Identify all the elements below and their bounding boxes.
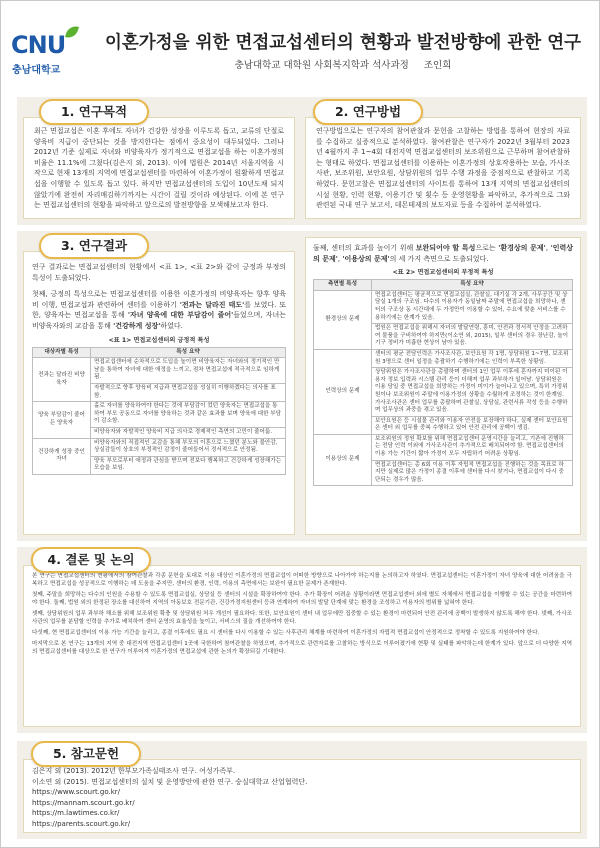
conclusion-para: 셋째, 상담위원의 업무 과부하 해소를 위해 보조위원 확충 및 상담위원 처우 개선이 필요하다. 또한, 보안요원이 센터 내 업무에만 집중할 수 있는 환경이 마련되어 안전 관리에 공백이 발생하지 않도록 해야 한다. 넷째, 가사조사관의 업무를 분담할 인력을 추가로 배치하여 센터 운영의 효율성을 높이고, 서비스의 질을 개선하여야 한다.: [32, 611, 572, 625]
logo-university: 충남대학교: [12, 65, 61, 76]
table-2-header: 특성 요약: [372, 280, 573, 291]
section-4-heading: 4. 결론 및 논의: [31, 547, 151, 573]
table-1-header: 대상자별 특성: [33, 347, 91, 358]
table-1-cell: 비양육자와 자발적인 양육비 지급 의사로 경제적인 측면의 고민이 줄어듦.: [91, 427, 286, 438]
table-1-header: 특성 요약: [91, 347, 286, 358]
reference-item: 이소연 외 (2015). 면접교섭센터의 설치 및 운영방안에 관한 연구. 숭실대학교 산업협력단.: [32, 777, 308, 786]
para-quote: '건강하게 성장': [113, 321, 161, 330]
para-text: 첫째, 긍정의 특성으로는 면접교섭센터를 이용한 이혼가정의 비양육자는 향후 양육비 이행, 면접교섭과 관련하여 센터를 이용하기: [32, 290, 286, 309]
table-2: [313, 279, 573, 486]
poster-byline: [93, 57, 593, 71]
table-2-category: 이용상의 문제: [314, 434, 372, 486]
table-row: [314, 290, 573, 323]
cnu-logo: [11, 31, 81, 75]
results-positive-para: [32, 289, 286, 331]
table-1-caption: <표 1> 면접교섭센터의 긍정적 특성: [108, 336, 210, 344]
table-1: [32, 347, 286, 475]
table-2-cell: 면접교섭센터는 총 6회 이용 이후 자립적 면접교섭을 진행하는 것을 목표로 하지만 실제로 많은 가정이 종결 이후에 센터를 다시 찾거나, 면접교섭이 다시 중단되는 경우가 많음.: [372, 460, 573, 486]
reference-item: 김은지 외 (2013). 2012년 한부모가족실태조사 연구. 여성가족부.: [32, 767, 236, 775]
table-1-cell: 홀로 자녀를 양육하여야 한다는 것에 부담감이 컸던 양육자는 면접교섭을 통하여 부모 공동으로 자녀를 양육하는 것과 같은 효과를 보며 양육에 대한 부담이 감소함.: [91, 402, 286, 428]
para-quote: '이용상의 문제': [342, 254, 390, 263]
para-quote: '환경상의 문제': [498, 244, 546, 252]
para-text: 를 보였다. 또한, 양육자는 면접교섭을 통해: [32, 300, 286, 320]
table-2-header: 측면별 특성: [314, 280, 372, 291]
author: 조인희: [423, 60, 452, 71]
table-2-category: 환경상의 문제: [314, 290, 372, 349]
para-quote: '전과는 달라진 태도': [179, 300, 245, 309]
section-5-heading: 5. 참고문헌: [31, 741, 141, 767]
para-text: 들었으며, 자녀는 비양육자와의 교감을 통해: [32, 311, 286, 330]
para-text: 둘째, 센터의 효과를 높이기 위해: [313, 244, 416, 252]
reference-link[interactable]: https://www.scourt.go.kr/: [32, 788, 121, 796]
conclusion-para: 다섯째, 현 면접교섭센터의 이용 가능 기간을 늘리고, 종결 이후에도 필요 시 센터를 다시 이용할 수 있는 사후관리 체계를 마련하여 이혼가정의 자립적 면접교섭이 안정적으로 정착할 수 있도록 지원하여야 한다.: [32, 630, 540, 636]
section-1-body: 최근 면접교섭은 이혼 후에도 자녀가 건강한 성장을 이루도록 돕고, 교류의 단절로 양육비 지급이 중단되는 것을 방지한다는 점에서 중요성이 대두되었다. 그러나 2012년 기준 실제로 자녀와 비양육자가 정기적으로 면접교섭을 하는 이혼가정의 비율은 11.1%에 그쳤다(김은지 외, 2013). 이에 법원은 2014년 서울지역을 시작으로 현재 13개의 지역에 면접교섭센터를 마련하여 이혼가정이 원활하게 면접교섭을 이행할 수 있도록 돕고 있다. 하지만 면접교섭센터의 도입이 10년도채 되지 않았기에 완전히 자리매김하기까지는 시간이 걸릴 것이라 예상된다. 이에 본 연구는 면접교섭센터의 현황을 파악하고 앞으로의 발전방향을 모색해보고자 한다.: [34, 127, 284, 210]
table-row: [314, 434, 573, 460]
table-1-cell: 자발적으로 향후 양육비 지급과 면접교섭을 성실히 이행하겠다는 의사를 표함.: [91, 383, 286, 401]
conclusion-para: 첫째, 주말을 희망하는 다수의 인원을 수용할 수 있도록 면접교섭실, 상담실 등 센터의 시설을 확장하여야 한다. 추가 확장이 어려운 상황이라면 면접교섭센터 외에 별도 자체에서 면접교섭을 이행할 수 있는 공간을 마련하여야 한다. 둘째, 법원 외의 한정된 장소를 대신하여 지역의 아동보호 전문기관, 건강가정지원센터 등과 연계하여 자녀의 발달 단계에 맞는 환경을 조성하고 이용자의 범위를 넓혀야 한다.: [32, 592, 572, 606]
table-1-category: 양육 부담감이 줄어든 양육자: [33, 402, 91, 438]
poster-title: 이혼가정을 위한 면접교섭센터의 현황과 발전방향에 관한 연구: [104, 33, 582, 53]
table-2-cell: 보조위원의 정원 확보를 위해 면접교섭센터 운영시간을 늘리고, 기존에 진행하는 전담 인력 이외에 가사조사관이 추가적으로 배치되어야 함. 면접교섭센터의 이용 가능 기간이 짧아 가정이 모두 자립하기 어려운 상황임.: [372, 434, 573, 460]
section-3-left-box: [23, 251, 295, 535]
para-quote: 보완되어야 할 특성: [415, 244, 476, 252]
para-quote: '인력상의 문제': [313, 244, 574, 263]
table-2-cell: 상담위원은 가사조사관을 총괄하며 센터의 1인 업무 이후에 혼자까지 미이된 이용자 정보 입력과 시스템 관리 등이 더해져 업무 과부하가 일어남. 상담위원은 이용 당일 중 면접교섭을 희망하는 가정이 미이가 늘어나고 있으며, 특히 가정위원이나 보조위원이 주말에 이용가정의 상황을 수월하게 조정하는 것이 한계임. 가사조사관은 센터 업무를 총괄하며 관찰실, 상담실, 관련서류 작성 등을 수행하며 업무상의 과중을 겪고 있음.: [372, 368, 573, 417]
section-3-heading: 3. 연구결과: [39, 233, 149, 259]
para-text: 의 세 가지 측면으로 도출되었다.: [389, 254, 489, 263]
table-1-cell: 면접교섭센터에 순차적으로 도입을 높이면 비양육자는 자녀와의 정기적인 만남을 통하여 자녀에 대한 애정을 느끼고, 점차 면접교섭에 적극적으로 임하게 됨.: [91, 358, 286, 384]
reference-link[interactable]: https://m.lawtimes.co.kr/: [32, 809, 120, 817]
reference-link[interactable]: https://mannam.scourt.go.kr/: [32, 798, 135, 807]
para-text: 하였다.: [160, 321, 183, 330]
conclusion-para: 마지막으로 본 연구는 13개의 지역 중 대전지역 면접교섭센터 1곳에 국한하여 참여관찰을 하였으며, 추가적으로 관련자료를 고찰하는 방식으로 이루어졌기에 현황 및 실태를 파악하는데 한계가 있다. 앞으로 더 다양한 지역의 면접교섭센터를 대상으로 한 연구가 이루어져 이혼가정의 면접교섭에 관한 논의가 확장되길 기대한다.: [32, 641, 572, 655]
para-quote: '자녀 양육에 대한 부담감이 줄어': [127, 311, 234, 320]
table-row: [33, 438, 286, 456]
table-2-caption: <표 2> 면접교섭센터의 부정적 특성: [392, 269, 494, 277]
table-row: [33, 358, 286, 384]
para-text: 으로는: [475, 244, 499, 252]
reference-link[interactable]: https://parents.scourt.go.kr/: [32, 819, 131, 828]
table-2-cell: 법원은 면접교섭을 위해서 자녀의 발달연령, 흥미, 안전과 정서적 안정을 고려하여 물품을 구비하여야 하지만(이소연 외, 2015), 일부 센터의 경우 장난감, 놀이기구 정비가 미흡한 현상이 남아 있음.: [372, 324, 573, 350]
results-negative-para: 둘째, 센터의 효과를 높이기 위해 보완되어야 할 특성으로는 '환경상의 문제', '인력상의 문제', '이용상의 문제'의 세 가지 측면으로 도출되었다.: [313, 244, 574, 263]
table-2-cell: 보안요원은 등 시설물 관리와 이용자 안전을 보장해야 하나, 실제 센터 보안요원은 센터 외 업무를 중복 수행하고 있어 안전 관리에 공백이 생김.: [372, 416, 573, 434]
table-1-cell: 양육 부모로부터 애정과 관심을 받으며 전보다 행복하고 건강하게 성장해가는 모습을 보임.: [91, 456, 286, 474]
table-1-cell: 비양육자와의 직접적인 교감을 통해 부모의 이혼으로 느꼈던 분노와 불안감, 상실감들이 상호의 부정적인 감정이 줄어들어서 정서적으로 안정됨.: [91, 438, 286, 456]
table-row: [314, 349, 573, 367]
results-intro: 연구 결과로는 면접교섭센터의 현황에서 <표 1>, <표 2>와 같이 긍정과 부정의 특성이 도출되었다.: [32, 263, 286, 282]
table-2-cell: 센터의 평균 전담인력은 가사조사관, 보안요원 각 1명, 상담위원 1~7명, 보조위원 3명으로 센터 일정을 총괄하기 수행하기에는 인력이 부족한 상황임.: [372, 349, 573, 367]
section-1-heading: 1. 연구목적: [39, 99, 149, 125]
affiliation: 충남대학교 대학원 사회복지학과 석사과정: [234, 60, 409, 71]
section-2-body: 연구방법으로는 연구자의 참여관찰과 문헌을 고찰하는 방법을 통하여 현장의 자료를 수집하고 실증적으로 분석하였다. 참여관찰은 연구자가 2022년 3월부터 2023년 4월까지 주 1~4회 대전지역 면접교섭센터의 보조위원으로 근무하며 참여관찰하는 형태로 하였다. 면접교섭센터를 이용하는 이혼가정의 상호작용하는 모습, 가사조사관, 보조위원, 보안요원, 상담위원의 업무 수행 과정을 중점적으로 관찰하고 기록하였다. 문헌고찰은 면접교섭센터의 사이트를 통하여 13개 지역의 면접교섭센터의 시설 현황, 인력 현황, 이용기간 및 횟수 등 운영현황을 파악하고, 추가적으로 그와 관련된 국내 연구 보고서, 데몬테제의 보도자료 등을 수집하여 분석하였다.: [316, 127, 570, 210]
section-1-box: [23, 117, 295, 219]
table-2-category: 인력상의 문제: [314, 349, 372, 434]
table-1-category: 건강하게 성장 중인 자녀: [33, 438, 91, 474]
table-2-cell: 면접교섭센터는 평균적으로 면접교섭실, 관찰실, 대기실 각 2개, 사무공간 및 상담실 1개의 구조임. 다수의 이용자가 동일날짜 주말에 면접교섭을 희망하나, 센터의 구조상 동 시간대에 두 가정만이 이용할 수 있어, 수요에 맞춘 서비스를 수용하기에는 한계가 있음.: [372, 290, 573, 323]
table-row: [33, 402, 286, 428]
section-3-right-box: [305, 237, 581, 535]
section-2-heading: 2. 연구방법: [313, 99, 423, 125]
section-5-box: [23, 759, 581, 833]
section-2-box: [305, 117, 581, 219]
section-4-box: [23, 565, 581, 727]
logo-text: CNU: [11, 31, 66, 59]
poster-header: [1, 1, 600, 79]
conclusion-para: 본 연구는 면접교섭센터의 현황에서의 참여관찰과 각종 문헌을 토대로 이용 대상인 이혼가정의 면접교섭이 어떠한 방향으로 나아가야 하는지를 논의하고자 하였다. 면접교섭센터는 이혼가정이 자녀 양육에 대한 어려움을 극복하고 면접교섭을 성공적으로 이행하는 데 도움을 주지만, 센터의 환경, 인력, 이용의 측면에서는 보완이 필요한 문제가 존재한다.: [32, 573, 572, 587]
leaf-icon: [65, 24, 79, 41]
table-1-category: 전과는 달라진 비양육자: [33, 358, 91, 402]
